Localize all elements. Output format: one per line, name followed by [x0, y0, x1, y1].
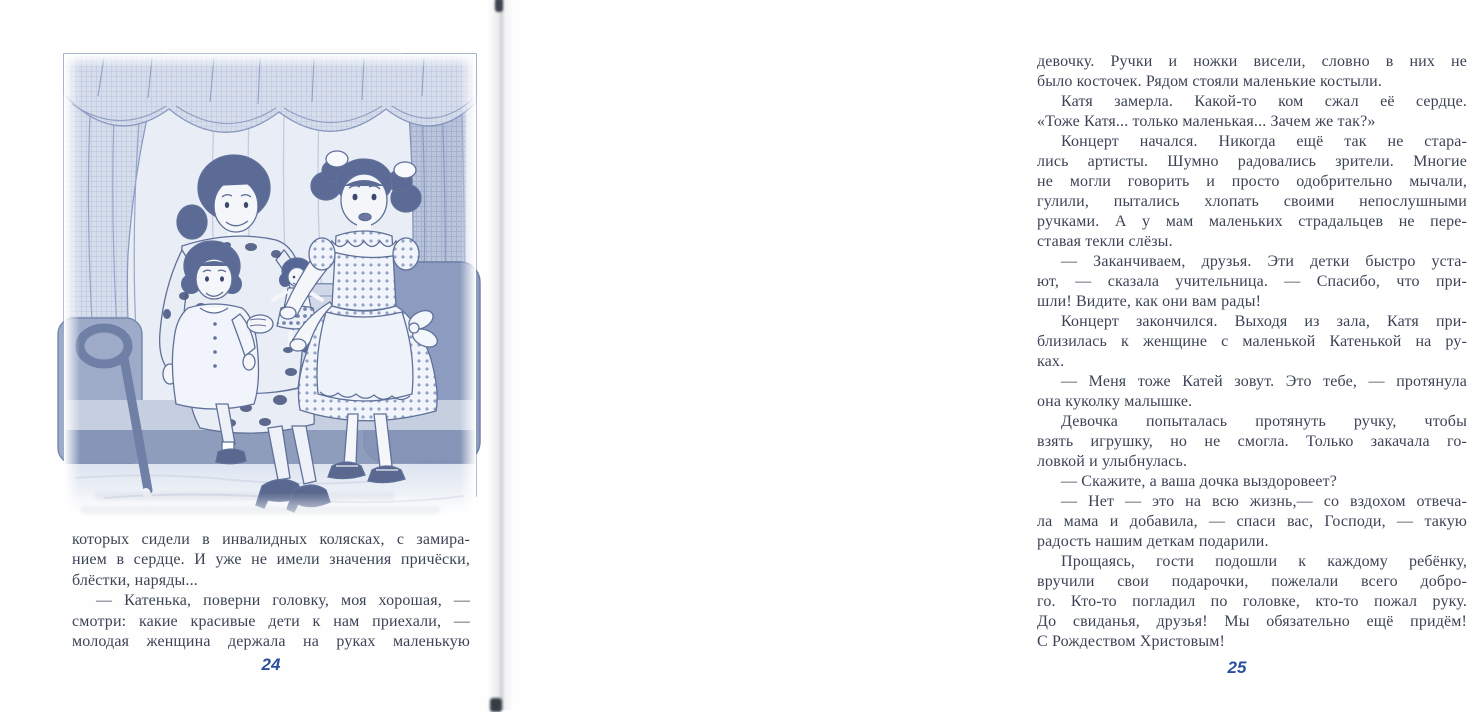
text-line: ках. [1037, 353, 1065, 370]
text-line: — Катенька, поверни головку, моя хорошая, — [96, 592, 470, 610]
text-line: Концерт закончился. Выходя из зала, Катя при- [1061, 313, 1467, 330]
bleed-through [95, 492, 395, 500]
text-line: ла мама и добавила, — спаси вас, Господи, — такую [1037, 513, 1467, 530]
text-line: гулили, пытались хлопать своими непослушными [1037, 193, 1467, 210]
text-line: ручками. А у мам маленьких страдальцев не пере- [1037, 213, 1467, 230]
text-line: го. Кто-то погладил по головке, кто-то пожал руку. [1037, 593, 1467, 610]
text-line: которых сидели в инвалидных колясках, с замира- [72, 531, 470, 548]
text-line: До свиданья, друзья! Мы обязательно ещё придём! [1037, 613, 1467, 630]
text-line: Девочка попыталась протянуть ручку, чтобы [1061, 413, 1467, 430]
text-line: ют, — сказала учительница. — Спасибо, что при- [1037, 273, 1467, 290]
text-line: она куколку малышке. [1037, 393, 1193, 410]
text-line: нием в сердце. И уже не имели значения причёски, [72, 551, 470, 569]
text-line: — Меня тоже Катей зовут. Это тебе, — протянула [1061, 373, 1467, 390]
text-line: ставая текли слёзы. [1037, 233, 1173, 250]
gutter-shadow-bottom [490, 698, 502, 712]
text-line: взять игрушку, но не смогла. Только закачала го- [1037, 433, 1467, 450]
page-number-left: 24 [261, 655, 281, 674]
text-line: — Нет — это на всю жизнь,— со вздохом отвеча- [1061, 493, 1467, 510]
page-number-right: 25 [1227, 658, 1247, 677]
text-line: смотри: какие красивые дети к нам приехали, — [72, 612, 470, 630]
text-line: Катя замерла. Какой-то ком сжал её сердце. [1061, 93, 1467, 110]
right-page-text [1037, 52, 1467, 652]
text-line: близилась к женщине с маленькой Катенькой на ру- [1037, 333, 1467, 350]
text-line: радость нашим деткам подарили. [1037, 533, 1269, 550]
text-line: вручили свои подарочки, пожелали всего добро- [1037, 573, 1467, 590]
bleed-through [80, 506, 440, 514]
text-line: — Заканчиваем, друзья. Эти детки быстро уста- [1061, 253, 1467, 270]
text-line: не могли говорить и просто одобрительно мычали, [1037, 173, 1467, 190]
gutter-shadow-top [495, 0, 503, 12]
text-line: «Тоже Катя... только маленькая... Зачем же так?» [1037, 113, 1376, 130]
text-line: ловкой и улыбнулась. [1037, 453, 1188, 470]
text-line: блёстки, наряды... [72, 571, 198, 589]
text-line: было косточек. Рядом стояли маленькие костыли. [1037, 73, 1383, 90]
text-line: Прощаясь, гости подошли к каждому ребёнку, [1061, 553, 1467, 570]
illustration [64, 54, 476, 524]
text-line: Концерт начался. Никогда ещё так не стара- [1061, 133, 1467, 150]
right-page [500, 0, 1467, 710]
left-page [0, 0, 500, 710]
text-line: С Рождеством Христовым! [1037, 633, 1226, 650]
text-line: молодая женщина держала на руках маленькую [72, 633, 470, 651]
text-line: девочку. Ручки и ножки висели, словно в них не [1037, 53, 1467, 70]
text-line: шли! Видите, как они вам рады! [1037, 293, 1262, 310]
text-line: лись артисты. Шумно радовались зрители. Многие [1037, 153, 1467, 170]
text-line: — Скажите, а ваша дочка выздоровеет? [1061, 473, 1338, 490]
left-page-text [72, 530, 470, 652]
